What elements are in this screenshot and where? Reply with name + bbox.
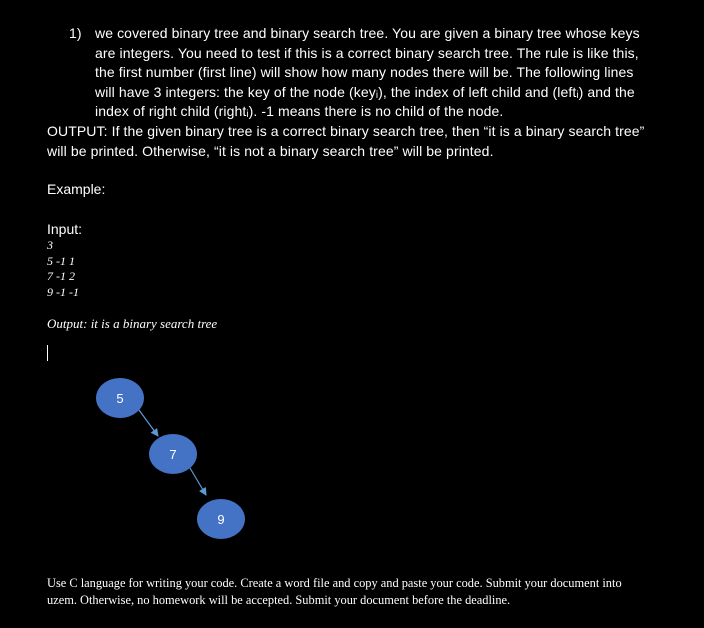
tree-node-7-label: 7 [169,447,177,462]
question-line: will have 3 integers: the key of the node (keyᵢ), the index of left child and (leftᵢ) and the [95,83,635,100]
footer-instructions [47,575,677,608]
tree-node-5 [96,378,144,418]
tree-node-9 [197,499,245,539]
output-description-line: OUTPUT: If the given binary tree is a correct binary search tree, then “it is a binary search tree” [47,122,645,139]
input-line: 7 -1 2 [47,269,75,283]
question-line: the first number (first line) will show how many nodes there will be. The following lines [95,64,634,81]
tree-node-7 [149,434,197,474]
output-sample: Output: it is a binary search tree [47,316,218,331]
footer-line: Use C language for writing your code. Create a word file and copy and paste your code. Submit your document into [47,576,622,590]
input-line: 5 -1 1 [47,253,75,268]
tree-node-5-label: 5 [116,391,124,406]
input-line: 3 [47,238,53,252]
output-description-line: will be printed. Otherwise, “it is not a binary search tree” will be printed. [47,142,494,159]
input-heading: Input: [47,221,83,237]
question-line: we covered binary tree and binary search tree. You are given a binary tree whose keys [95,25,640,41]
tree-edge-5-to-7 [139,410,158,436]
footer-line: uzem. Otherwise, no homework will be accepted. Submit your document before the deadline. [47,592,511,607]
input-line: 9 -1 -1 [47,284,79,299]
tree-node-9-label: 9 [217,512,225,527]
question-line: are integers. You need to test if this is a correct binary search tree. The rule is like this, [95,44,639,61]
question-line: index of right child (rightᵢ). -1 means there is no child of the node. [95,103,504,120]
tree-edge-7-to-9 [190,468,206,495]
question-number: 1) [69,25,82,41]
example-heading: Example: [47,181,106,197]
